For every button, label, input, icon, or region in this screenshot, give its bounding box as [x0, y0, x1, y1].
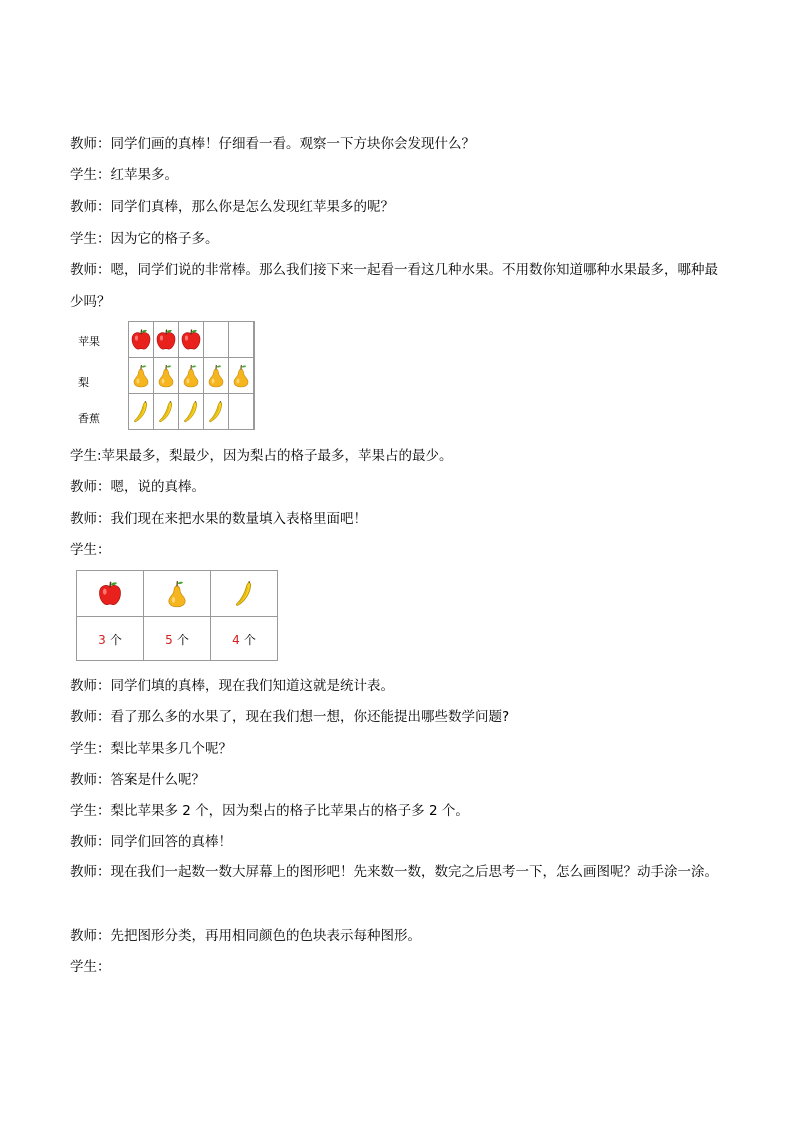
count-table-header-cell: [77, 571, 144, 617]
fruit-grid-cell: [179, 358, 204, 394]
pear-icon: [179, 364, 203, 388]
count-value: 5: [165, 633, 173, 647]
fruit-grid-cell: [254, 394, 255, 430]
row-label-apple: 苹果: [78, 335, 100, 348]
pear-icon: [163, 580, 191, 608]
fruit-grid-row: [129, 358, 255, 394]
dialogue-line: 学生:苹果最多，梨最少，因为梨占的格子最多，苹果占的最少。: [70, 448, 453, 464]
fruit-grid-cell: [254, 358, 255, 394]
fruit-grid-cell: [154, 394, 179, 430]
count-unit: 个: [243, 633, 256, 647]
count-table-header-cell: [211, 571, 278, 617]
banana-icon: [204, 400, 228, 424]
count-cell-banana: [211, 617, 278, 661]
dialogue-line: 学生：红苹果多。: [70, 167, 178, 183]
dialogue-line: 学生：: [70, 542, 111, 558]
dialogue-line: 教师：同学们真棒，那么你是怎么发现红苹果多的呢？: [70, 199, 394, 215]
fruit-grid-row: [129, 322, 255, 358]
count-table-icon-slot: [230, 583, 258, 602]
fruit-grid-table: [128, 321, 255, 430]
pear-icon: [154, 364, 178, 388]
apple-icon: [179, 328, 203, 352]
dialogue-line: 学生：梨比苹果多几个呢？: [70, 741, 232, 757]
fruit-grid-cell: [229, 394, 254, 430]
fruit-grid-cell: [129, 358, 154, 394]
fruit-grid-cell: [154, 322, 179, 358]
count-unit: 个: [176, 633, 189, 647]
fruit-grid-cell: [129, 322, 154, 358]
dialogue-paragraph: 教师：现在我们一起数一数大屏幕上的图形吧！先来数一数，数完之后思考一下，怎么画图呢？动手涂一涂。: [70, 864, 718, 880]
fruit-grid-cell: [204, 358, 229, 394]
fruit-grid-cell: [129, 394, 154, 430]
count-table-icon-slot: [163, 583, 191, 602]
banana-icon: [129, 400, 153, 424]
fruit-grid-cell: [179, 322, 204, 358]
apple-icon: [96, 580, 124, 608]
pear-icon: [204, 364, 228, 388]
fruit-grid-cell: [229, 358, 254, 394]
pear-icon: [229, 364, 253, 388]
count-value: 4: [232, 633, 240, 647]
dialogue-line: 教师：我们现在来把水果的数量填入表格里面吧！: [70, 511, 367, 527]
fruit-grid-cell: [179, 394, 204, 430]
row-label-pear: 梨: [78, 376, 89, 389]
fruit-grid-cell: [229, 322, 254, 358]
fruit-grid-cell: [254, 322, 255, 358]
banana-icon: [230, 580, 258, 608]
dialogue-line: 教师：嗯，说的真棒。: [70, 479, 205, 495]
count-cell-pear: [144, 617, 211, 661]
fruit-grid-row: [129, 394, 255, 430]
dialogue-line: 教师：同学们画的真棒！仔细看一看。观察一下方块你会发现什么？: [70, 136, 475, 152]
apple-icon: [154, 328, 178, 352]
apple-icon: [129, 328, 153, 352]
count-table-header-cell: [144, 571, 211, 617]
dialogue-line: 学生：因为它的格子多。: [70, 231, 219, 247]
row-label-banana: 香蕉: [78, 412, 100, 425]
dialogue-paragraph: 教师：嗯，同学们说的非常棒。那么我们接下来一起看一看这几种水果。不用数你知道哪种水果最多，哪种最少吗？: [70, 262, 718, 310]
count-cell-apple: [77, 617, 144, 661]
dialogue-line: 教师：同学们回答的真棒！: [70, 834, 232, 850]
pear-icon: [129, 364, 153, 388]
banana-icon: [154, 400, 178, 424]
dialogue-line: 学生：: [70, 959, 111, 975]
dialogue-line: 教师：同学们填的真棒，现在我们知道这就是统计表。: [70, 678, 394, 694]
dialogue-line: 教师：答案是什么呢？: [70, 772, 205, 788]
banana-icon: [179, 400, 203, 424]
dialogue-line: 教师：先把图形分类，再用相同颜色的色块表示每种图形。: [70, 928, 421, 944]
fruit-grid-cell: [154, 358, 179, 394]
dialogue-line: 学生：梨比苹果多 2 个，因为梨占的格子比苹果占的格子多 2 个。: [70, 803, 469, 819]
count-table-icon-slot: [96, 583, 124, 602]
count-unit: 个: [109, 633, 122, 647]
fruit-grid-cell: [204, 394, 229, 430]
fruit-count-table: [76, 570, 278, 661]
fruit-grid-cell: [204, 322, 229, 358]
dialogue-line: 教师：看了那么多的水果了，现在我们想一想，你还能提出哪些数学问题?: [70, 709, 510, 725]
count-value: 3: [98, 633, 106, 647]
